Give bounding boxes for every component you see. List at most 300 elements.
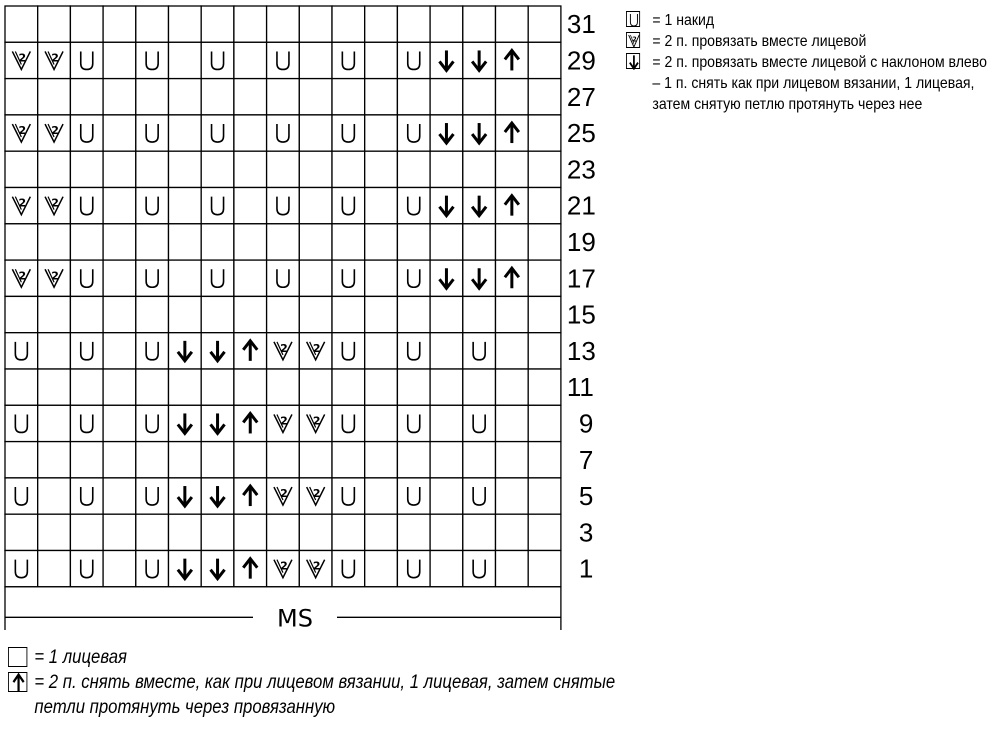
chart-cell: [234, 151, 267, 187]
chart-cell: [234, 369, 267, 405]
chart-cell: [463, 79, 496, 115]
chart-cell: [234, 296, 267, 332]
chart-cell: [5, 405, 38, 441]
chart-cell: [234, 115, 267, 151]
chart-cell: [397, 333, 430, 369]
chart-cell: [528, 188, 561, 224]
chart-cell: [299, 296, 332, 332]
chart-cell: [5, 333, 38, 369]
chart-cell: [528, 478, 561, 514]
chart-cell: [103, 478, 136, 514]
svg-text:2: 2: [280, 487, 288, 501]
chart-cell: [463, 6, 496, 42]
chart-row: [5, 115, 561, 151]
chart-cell: [103, 369, 136, 405]
chart-cell: [136, 79, 169, 115]
chart-cell: [332, 369, 365, 405]
chart-cell: [136, 151, 169, 187]
chart-row: [5, 296, 561, 332]
chart-row: [5, 551, 561, 587]
legend-item-ssk: [626, 52, 996, 115]
chart-cell: [496, 224, 529, 260]
ssk-legend-glyph: [627, 54, 641, 70]
chart-cell: [5, 369, 38, 405]
chart-cell: [136, 42, 169, 78]
chart-cell: [201, 42, 234, 78]
row-number: 13: [566, 335, 596, 366]
chart-cell: [103, 333, 136, 369]
chart-cell: [201, 369, 234, 405]
chart-cell: [267, 115, 300, 151]
chart-cell: [70, 478, 103, 514]
chart-cell: [136, 115, 169, 151]
chart-cell: [267, 224, 300, 260]
chart-cell: [332, 442, 365, 478]
chart-cell: [430, 296, 463, 332]
svg-text:2: 2: [312, 559, 321, 573]
chart-cell: [103, 6, 136, 42]
chart-cell: [365, 333, 398, 369]
chart-cell: [496, 151, 529, 187]
chart-cell: [70, 333, 103, 369]
chart-cell: [136, 6, 169, 42]
chart-cell: [103, 42, 136, 78]
chart-cell: [430, 442, 463, 478]
chart-cell: [528, 115, 561, 151]
chart-cell: [5, 551, 38, 587]
chart-cell: [38, 151, 71, 187]
svg-text:2: 2: [51, 51, 59, 65]
legend-item-k2tog: [626, 31, 996, 52]
chart-cell: [463, 442, 496, 478]
chart-cell: [103, 79, 136, 115]
chart-cell: [397, 224, 430, 260]
chart-row: [5, 6, 561, 42]
chart-row: [5, 369, 561, 405]
chart-cell: [528, 260, 561, 296]
row-number: 17: [566, 263, 596, 294]
chart-cell: [136, 369, 169, 405]
legend-text-knit: = 1 лицевая: [34, 647, 127, 668]
chart-cell: [496, 296, 529, 332]
chart-cell: [299, 42, 332, 78]
ssk-icon: [630, 55, 638, 68]
chart-cell: [397, 260, 430, 296]
chart-cell: [169, 296, 202, 332]
chart-cell: [397, 151, 430, 187]
chart-cell: [430, 514, 463, 550]
chart-cell: [103, 151, 136, 187]
row-number: 29: [566, 45, 596, 76]
chart-cell: [38, 442, 71, 478]
row-number: 9: [578, 408, 594, 439]
chart-cell: [332, 333, 365, 369]
chart-cell: [169, 442, 202, 478]
chart-cell: [5, 224, 38, 260]
chart-cell: [332, 478, 365, 514]
legend-text-yarn-over: = 1 накид: [652, 12, 715, 29]
chart-cell: [70, 224, 103, 260]
chart-cell: [38, 551, 71, 587]
legend-top: [626, 10, 996, 115]
chart-cell: [70, 115, 103, 151]
chart-cell: [234, 188, 267, 224]
k2tog-icon: [629, 35, 640, 47]
chart-cell: [267, 79, 300, 115]
chart-cell: [299, 188, 332, 224]
chart-cell: [5, 296, 38, 332]
chart-cell: [463, 478, 496, 514]
chart-cell: [234, 224, 267, 260]
chart-row: [5, 42, 561, 78]
chart-cell: [365, 296, 398, 332]
chart-cell: [528, 79, 561, 115]
chart-cell: [169, 6, 202, 42]
chart-cell: [332, 42, 365, 78]
svg-text:2: 2: [51, 269, 59, 283]
chart-cell: [201, 151, 234, 187]
chart-cell: [365, 79, 398, 115]
chart-cell: [169, 514, 202, 550]
chart-cell: [38, 369, 71, 405]
chart-cell: [5, 6, 38, 42]
chart-cell: [332, 6, 365, 42]
chart-cell: [397, 115, 430, 151]
chart-cell: [299, 369, 332, 405]
svg-text:2: 2: [18, 269, 27, 283]
chart-cell: [463, 369, 496, 405]
chart-cell: [5, 514, 38, 550]
chart-row: [5, 478, 561, 514]
chart-cell: [169, 260, 202, 296]
chart-cell: [267, 6, 300, 42]
chart-cell: [397, 405, 430, 441]
chart-cell: [430, 369, 463, 405]
chart-cell: [70, 405, 103, 441]
knit-square-icon: [8, 647, 27, 667]
chart-cell: [201, 442, 234, 478]
chart-cell: [496, 6, 529, 42]
legend-text-s2kp: = 2 п. снять вместе, как при лицевом вязании, 1 лицевая, затем снятые петли протянуть через провязанную: [34, 672, 616, 718]
chart-cell: [430, 151, 463, 187]
svg-text:2: 2: [51, 196, 59, 210]
chart-cell: [463, 151, 496, 187]
chart-cell: [365, 478, 398, 514]
chart-cell: [201, 224, 234, 260]
row-number: 7: [578, 444, 594, 475]
chart-cell: [70, 42, 103, 78]
chart-cell: [267, 188, 300, 224]
chart-cell: [70, 514, 103, 550]
svg-text:2: 2: [312, 487, 321, 501]
chart-cell: [528, 442, 561, 478]
chart-cell: [234, 79, 267, 115]
chart-cell: [332, 296, 365, 332]
chart-cell: [299, 260, 332, 296]
chart-cell: [103, 405, 136, 441]
chart-cell: [169, 224, 202, 260]
chart-cell: [430, 79, 463, 115]
legend-item-knit: [8, 645, 642, 670]
chart-cell: [103, 551, 136, 587]
chart-cell: [528, 224, 561, 260]
chart-cell: [5, 478, 38, 514]
chart-cell: [103, 188, 136, 224]
chart-cell: [103, 115, 136, 151]
chart-cell: [430, 405, 463, 441]
chart-cell: [397, 188, 430, 224]
yarn-over-icon: [626, 11, 640, 27]
chart-cell: [528, 514, 561, 550]
chart-cell: [103, 442, 136, 478]
chart-cell: [267, 260, 300, 296]
s2kp-icon: [13, 675, 23, 692]
chart-grid: [5, 6, 561, 587]
chart-cell: [528, 6, 561, 42]
chart-cell: [201, 188, 234, 224]
chart-cell: [430, 224, 463, 260]
row-number: 27: [566, 81, 596, 112]
chart-cell: [332, 224, 365, 260]
chart-cell: [496, 551, 529, 587]
chart-cell: [365, 405, 398, 441]
chart-cell: [234, 260, 267, 296]
svg-text:2: 2: [312, 341, 321, 355]
chart-cell: [169, 151, 202, 187]
chart-cell: [430, 478, 463, 514]
chart-cell: [463, 514, 496, 550]
chart-cell: [528, 405, 561, 441]
chart-cell: [528, 151, 561, 187]
chart-cell: [136, 224, 169, 260]
chart-cell: [332, 260, 365, 296]
chart-cell: [299, 79, 332, 115]
row-number: 19: [566, 226, 596, 257]
chart-cell: [70, 260, 103, 296]
chart-cell: [332, 79, 365, 115]
ssk-arrow-down-icon: [626, 53, 640, 69]
yo-legend-glyph: [627, 12, 641, 28]
row-number: 25: [566, 118, 596, 149]
chart-cell: [299, 115, 332, 151]
chart-cell: [397, 514, 430, 550]
svg-text:2: 2: [280, 414, 288, 428]
chart-cell: [397, 478, 430, 514]
chart-cell: [365, 6, 398, 42]
chart-cell: [38, 405, 71, 441]
chart-cell: [201, 115, 234, 151]
chart-cell: [234, 514, 267, 550]
svg-text:2: 2: [312, 414, 321, 428]
chart-cell: [38, 478, 71, 514]
chart-cell: [528, 42, 561, 78]
chart-cell: [528, 551, 561, 587]
row-number: 31: [566, 9, 596, 40]
chart-cell: [38, 79, 71, 115]
chart-cell: [38, 6, 71, 42]
chart-cell: [70, 79, 103, 115]
chart-cell: [365, 551, 398, 587]
chart-cell: [38, 224, 71, 260]
chart-cell: [169, 369, 202, 405]
chart-cell: [70, 369, 103, 405]
chart-cell: [463, 405, 496, 441]
chart-cell: [496, 478, 529, 514]
chart-cell: [332, 151, 365, 187]
chart-cell: [299, 6, 332, 42]
chart-cell: [201, 296, 234, 332]
chart-cell: [5, 442, 38, 478]
legend-text-ssk: = 2 п. провязать вместе лицевой с наклоном влево – 1 п. снять как при лицевом вязании, 1 лицевая, затем снятую петлю протянуть через нее: [652, 54, 987, 113]
row-number: 1: [578, 553, 594, 584]
chart-cell: [430, 333, 463, 369]
legend-text-k2tog: = 2 п. провязать вместе лицевой: [652, 33, 867, 50]
chart-cell: [332, 188, 365, 224]
ms-label: MS: [277, 604, 313, 630]
chart-cell: [496, 369, 529, 405]
row-number: 11: [566, 372, 594, 403]
chart-cell: [267, 442, 300, 478]
chart-cell: [136, 405, 169, 441]
s2kp-arrow-up-icon: [8, 672, 27, 692]
chart-cell: [496, 405, 529, 441]
chart-cell: [496, 333, 529, 369]
svg-text:2: 2: [18, 51, 27, 65]
chart-cell: [169, 188, 202, 224]
chart-cell: [299, 224, 332, 260]
row-number: 3: [578, 517, 594, 548]
chart-cell: [38, 514, 71, 550]
chart-cell: [5, 79, 38, 115]
chart-cell: [365, 369, 398, 405]
chart-cell: [136, 514, 169, 550]
chart-cell: [234, 42, 267, 78]
svg-text:2: 2: [51, 124, 59, 138]
chart-cell: [136, 296, 169, 332]
chart-row: [5, 224, 561, 260]
chart-cell: [463, 296, 496, 332]
row-number: 5: [578, 481, 594, 512]
chart-cell: [267, 151, 300, 187]
chart-cell: [234, 442, 267, 478]
chart-cell: [201, 260, 234, 296]
chart-row: [5, 151, 561, 187]
chart-cell: [70, 6, 103, 42]
chart-cell: [70, 551, 103, 587]
chart-cell: [496, 79, 529, 115]
chart-cell: [5, 151, 38, 187]
s2kp-legend-glyph: [9, 673, 28, 693]
chart-cell: [103, 514, 136, 550]
chart-cell: [201, 79, 234, 115]
chart-cell: [136, 333, 169, 369]
chart-cell: [267, 514, 300, 550]
chart-cell: [299, 151, 332, 187]
chart-cell: [103, 296, 136, 332]
svg-text:2: 2: [280, 341, 288, 355]
chart-cell: [267, 42, 300, 78]
chart-cell: [332, 405, 365, 441]
svg-text:2: 2: [18, 124, 27, 138]
chart-cell: [70, 296, 103, 332]
chart-cell: [299, 514, 332, 550]
chart-cell: [201, 514, 234, 550]
chart-cell: [70, 151, 103, 187]
chart-cell: [136, 188, 169, 224]
chart-cell: [397, 442, 430, 478]
legend-item-yarn-over: [626, 10, 996, 31]
chart-cell: [397, 79, 430, 115]
chart-cell: [463, 224, 496, 260]
chart-cell: [169, 79, 202, 115]
chart-row: [5, 514, 561, 550]
chart-cell: [136, 551, 169, 587]
chart-cell: [496, 442, 529, 478]
chart-cell: [397, 6, 430, 42]
chart-cell: [528, 296, 561, 332]
legend-item-s2kp: [8, 670, 642, 720]
chart-cell: [496, 514, 529, 550]
chart-cell: [528, 333, 561, 369]
chart-cell: [38, 333, 71, 369]
chart-cell: [136, 442, 169, 478]
chart-cell: [136, 478, 169, 514]
chart-cell: [332, 551, 365, 587]
k2tog-icon: [626, 32, 640, 48]
chart-cell: [365, 188, 398, 224]
chart-cell: [365, 514, 398, 550]
chart-cell: [136, 260, 169, 296]
chart-cell: [103, 224, 136, 260]
chart-cell: [169, 42, 202, 78]
chart-row: [5, 405, 561, 441]
chart-cell: [397, 369, 430, 405]
svg-text:2: 2: [280, 559, 288, 573]
chart-cell: [365, 442, 398, 478]
chart-row: [5, 188, 561, 224]
row-number: 23: [566, 154, 596, 185]
k2tog-legend-glyph: [627, 33, 641, 49]
yo-icon: [630, 14, 637, 26]
chart-cell: [397, 296, 430, 332]
chart-row: [5, 79, 561, 115]
chart-row: [5, 333, 561, 369]
chart-cell: [299, 442, 332, 478]
chart-cell: [70, 188, 103, 224]
chart-cell: [463, 551, 496, 587]
chart-cell: [365, 42, 398, 78]
chart-cell: [70, 442, 103, 478]
chart-cell: [332, 115, 365, 151]
row-number: 15: [566, 299, 596, 330]
chart-row: [5, 260, 561, 296]
legend-bottom: [8, 645, 642, 720]
chart-cell: [332, 514, 365, 550]
chart-cell: [430, 551, 463, 587]
row-number: 21: [566, 190, 596, 221]
chart-cell: [267, 296, 300, 332]
chart-cell: [365, 260, 398, 296]
chart-cell: [201, 6, 234, 42]
chart-cell: [463, 333, 496, 369]
svg-text:2: 2: [632, 35, 637, 44]
chart-cell: [430, 6, 463, 42]
chart-cell: [267, 369, 300, 405]
chart-cell: [365, 224, 398, 260]
chart-cell: [38, 296, 71, 332]
svg-text:2: 2: [18, 196, 27, 210]
chart-cell: [397, 42, 430, 78]
